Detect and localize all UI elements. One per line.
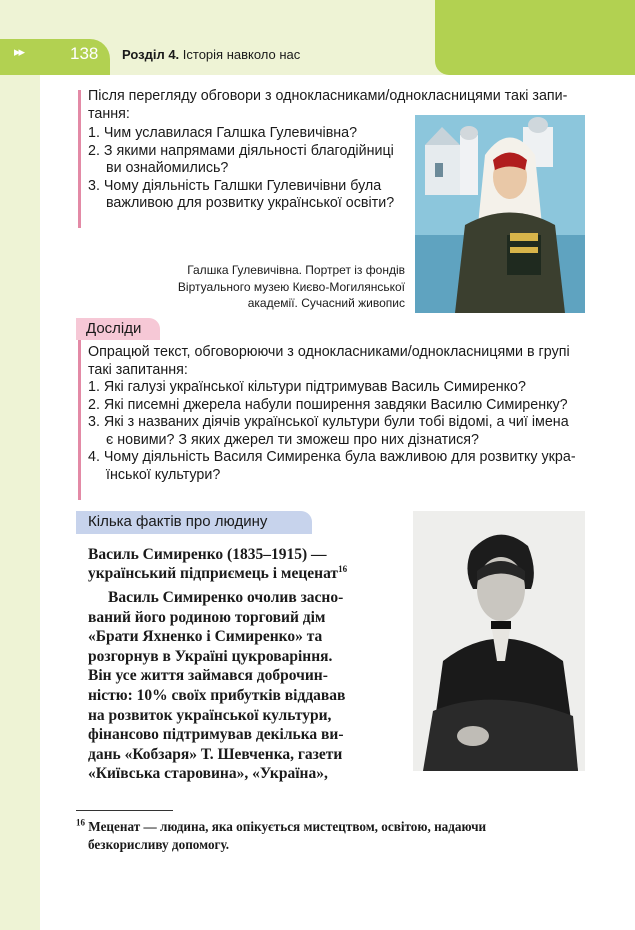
question-item-cont: важливою для розвитку української освіти? [106, 195, 395, 211]
bio-text [88, 588, 394, 784]
portrait-galshka-image [415, 115, 585, 313]
question-item: 3. Які з названих діячів української культури були тобі відомі, а чиї імена [88, 414, 569, 430]
bio-heading-line: Василь Симиренко (1835–1915) — [88, 546, 327, 563]
bio-line: дань «Кобзаря» Т. Шевченка, газети [88, 745, 343, 763]
question-item-cont: ви ознайомились? [106, 160, 229, 176]
bio-line: ваний його родиною торговий дім [88, 608, 326, 626]
facts-heading [76, 511, 312, 534]
footnote-divider [76, 810, 173, 811]
research-heading-text: Досліди [86, 320, 142, 337]
chapter-number: Розділ 4. [122, 47, 180, 62]
bio-line: розгорнув в Україні цукроваріння. [88, 647, 333, 665]
header-accent [435, 0, 635, 75]
bio-line: ністю: 10% своїх прибутків віддавав [88, 686, 346, 704]
question-item: 3. Чому діяльність Галшки Гулевичівни була [88, 177, 382, 194]
text-line: такі запитання: [88, 361, 188, 378]
caption-line: Галшка Гулевичівна. Портрет із фондів [187, 263, 405, 277]
footnote-line [76, 818, 591, 836]
question-item: 1. Чим уславилася Галшка Гулевичівна? [88, 125, 358, 141]
research-heading [76, 318, 160, 340]
research-bracket [78, 340, 81, 500]
margin-strip [0, 0, 40, 930]
question-item: 2. З якими напрямами діяльності благодійниці [88, 142, 394, 159]
portrait-symyrenko-photo [413, 511, 585, 771]
chapter-title [122, 47, 300, 62]
research-text [88, 344, 598, 484]
question-item-cont: їнської культури? [106, 466, 221, 483]
question-item: 2. Які писемні джерела набули поширення завдяки Василю Симиренку? [88, 396, 568, 413]
page-number: 138 [70, 44, 99, 63]
bio-heading [88, 545, 398, 583]
bio-line: фінансово підтримував декілька ви- [88, 726, 344, 744]
question-item-cont: є новими? З яких джерел ти зможеш про них дізнатися? [106, 431, 479, 448]
question-item: 1. Які галузі української кільтури підтримував Василь Симиренко? [88, 379, 526, 395]
text-line: Опрацюй текст, обговорюючи з однокласниками/однокласницями в групі [88, 344, 570, 360]
caption-line: академії. Сучасний живопис [247, 296, 405, 310]
bio-line: «Брати Яхненко і Симиренко» та [88, 628, 323, 646]
bio-line: Василь Симиренко очолив засно- [108, 589, 344, 606]
text-line: тання: [88, 105, 130, 122]
double-arrow-icon: ▸▸ [14, 44, 24, 59]
bio-line: на розвиток української культури, [88, 706, 332, 724]
portrait-caption [170, 262, 405, 312]
discussion-bracket [78, 90, 81, 228]
bio-line: «Київська старовина», «Україна», [88, 765, 328, 783]
text-line: Після перегляду обговори з однокласниками/однокласницями такі запи- [88, 88, 568, 104]
footnote [76, 818, 591, 854]
discussion-questions [88, 125, 408, 213]
footnote-text: Меценат — людина, яка опікується мистецтвом, освітою, надаючи [85, 819, 487, 834]
footnote-line: безкорисливу допомогу. [88, 837, 230, 852]
footnote-ref[interactable]: 16 [338, 563, 348, 574]
bio-heading-line [88, 564, 398, 583]
footnote-number: 16 [76, 817, 85, 828]
facts-heading-text: Кілька фактів про людину [88, 513, 268, 530]
bio-line: Він усе життя займався доброчин- [88, 667, 328, 685]
question-item: 4. Чому діяльність Василя Симиренка була важливою для розвитку укра- [88, 449, 576, 465]
caption-line: Віртуального музею Києво-Могилянської [177, 279, 405, 294]
bio-heading-text: український підприємець і меценат [88, 565, 339, 582]
chapter-name: Історія навколо нас [179, 47, 301, 62]
